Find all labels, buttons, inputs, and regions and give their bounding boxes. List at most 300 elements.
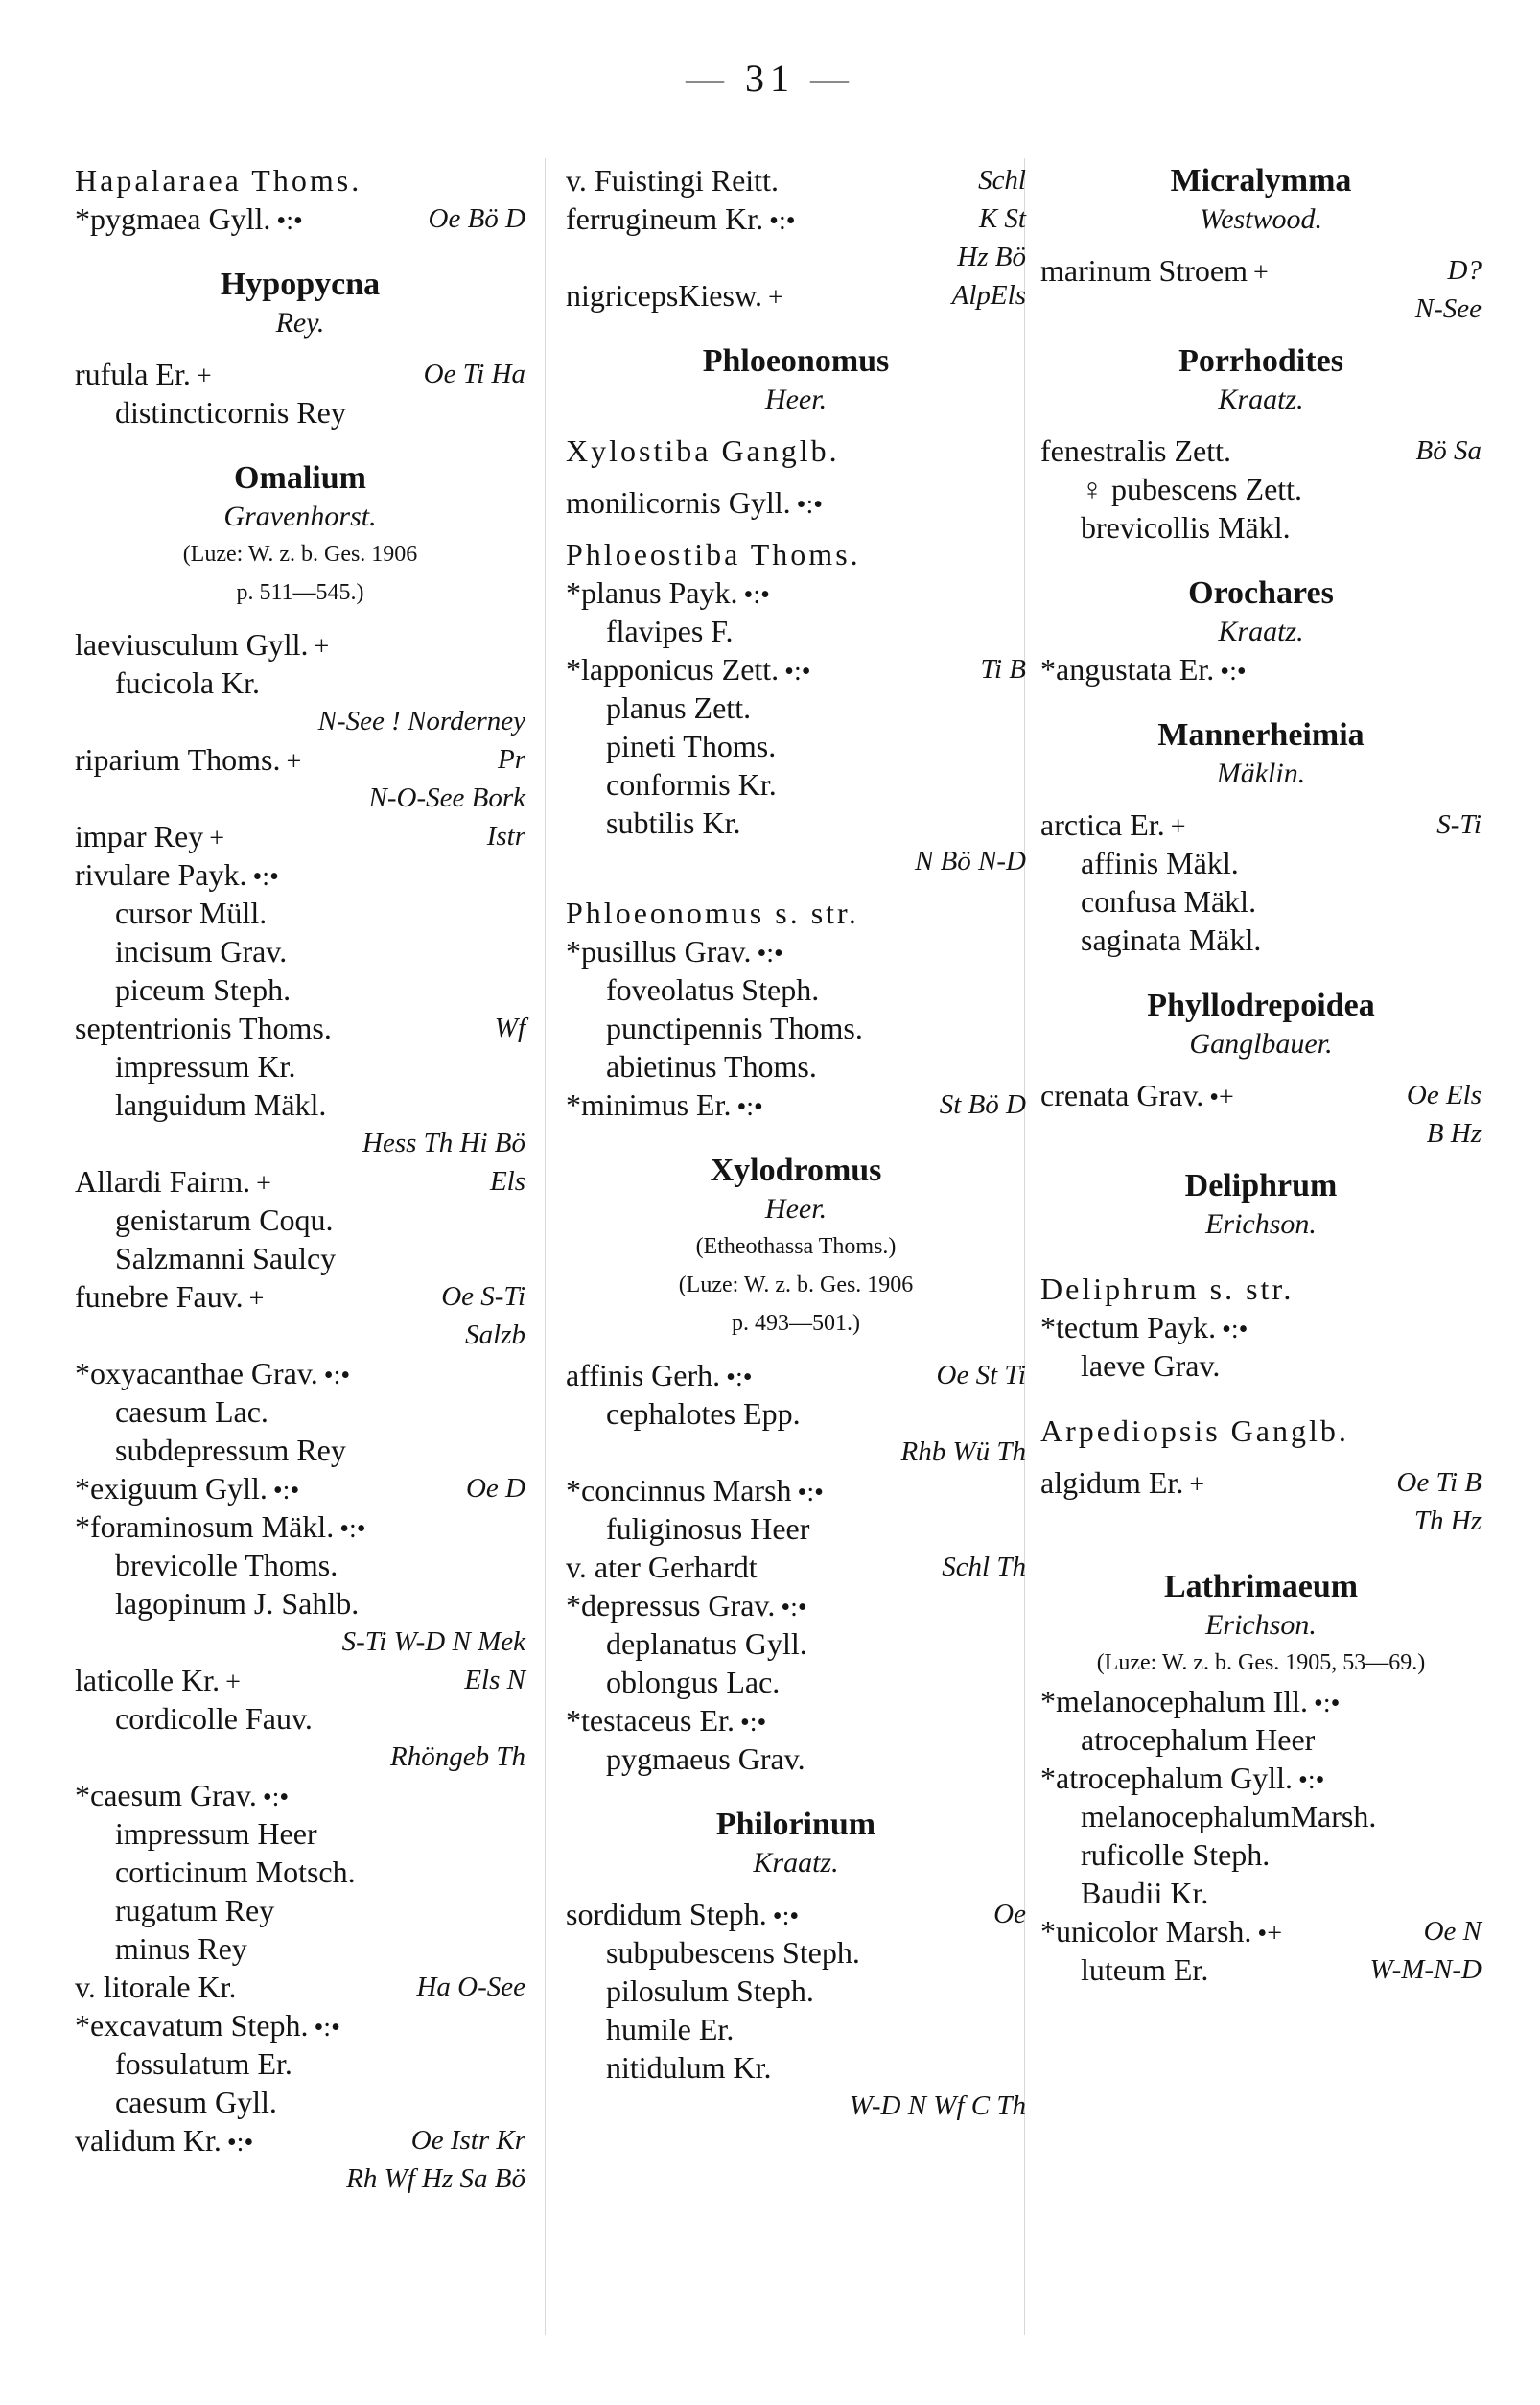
species-entry [1040, 1465, 1482, 1504]
entry-text: Kraatz. [1218, 616, 1304, 647]
entry-text: Micralymma [1170, 163, 1352, 198]
entry-text: languidum Mäkl. [115, 1087, 327, 1122]
synonym-entry [75, 665, 525, 704]
literature-reference [566, 1306, 1026, 1344]
synonym-entry [1040, 1799, 1482, 1837]
entry-text: *minimus Er. [566, 1087, 732, 1122]
synonym-entry [75, 395, 525, 433]
distribution-continuation [75, 1624, 525, 1663]
entry-text: *testaceus Er. [566, 1703, 735, 1738]
genus-author [1040, 1026, 1482, 1064]
species-entry [1040, 253, 1482, 292]
distribution-note: Oe Bö D [428, 203, 525, 234]
synonym-entry [75, 1394, 525, 1433]
species-entry [75, 1011, 525, 1049]
entry-text: minus Rey [115, 1931, 247, 1966]
occurrence-symbol: •:• [757, 939, 783, 969]
column-divider [545, 158, 546, 2335]
distribution-note: Oe D [465, 1473, 525, 1504]
distribution-note: AlpEls [951, 280, 1026, 311]
synonym-entry [75, 1855, 525, 1893]
entry-text: *tectum Payk. [1040, 1310, 1217, 1344]
entry-text: S-Ti W-D N Mek [341, 1626, 525, 1657]
occurrence-symbol: •:• [314, 2013, 340, 2043]
species-entry [75, 357, 525, 395]
synonym-entry [75, 1548, 525, 1586]
genus-heading [566, 1153, 1026, 1191]
synonym-entry [566, 767, 1026, 806]
synonym-entry [1040, 1722, 1482, 1761]
entry-text: caesum Gyll. [115, 2085, 277, 2119]
entry-text: Kraatz. [753, 1847, 839, 1879]
entry-text: impressum Heer [115, 1816, 317, 1851]
entry-text: Baudii Kr. [1081, 1876, 1209, 1910]
entry-text: Mannerheimia [1157, 717, 1365, 753]
occurrence-symbol: •:• [769, 206, 796, 236]
entry-text: Allardi Fairm. [75, 1164, 251, 1199]
distribution-continuation [566, 844, 1026, 882]
synonym-entry [75, 1816, 525, 1855]
species-entry [75, 1164, 525, 1202]
species-entry [566, 1550, 1026, 1588]
entry-text: N-See [1414, 293, 1482, 324]
entry-text: Hapalaraea Thoms. [75, 163, 362, 198]
synonym-entry [75, 934, 525, 972]
entry-text: atrocephalum Heer [1081, 1722, 1316, 1757]
distribution-note: Pr [498, 744, 525, 775]
entry-text: nigricepsKiesw. [566, 278, 762, 313]
genus-author [1040, 201, 1482, 240]
entry-text: subtilis Kr. [606, 806, 741, 840]
synonym-entry [75, 1202, 525, 1241]
entry-text: impressum Kr. [115, 1049, 296, 1084]
genus-heading [566, 343, 1026, 382]
entry-text: Erichson. [1205, 1609, 1317, 1641]
entry-text: *atrocephalum Gyll. [1040, 1761, 1294, 1795]
occurrence-symbol: •:• [1220, 657, 1247, 687]
synonym-entry [566, 2050, 1026, 2089]
subgenus-heading [566, 433, 1026, 472]
genus-heading [1040, 1168, 1482, 1206]
entry-text: planus Zett. [606, 690, 752, 725]
distribution-note: Ti B [980, 654, 1026, 685]
occurrence-symbol: + [209, 824, 224, 853]
species-entry [75, 1509, 525, 1548]
genus-author [75, 499, 525, 537]
entry-text: *excavatum Steph. [75, 2008, 309, 2043]
entry-text: fucicola Kr. [115, 665, 261, 700]
entry-text: laeve Grav. [1081, 1348, 1221, 1383]
entry-text: caesum Lac. [115, 1394, 268, 1429]
species-entry [75, 1471, 525, 1509]
species-entry [75, 742, 525, 781]
entry-text: sordidum Steph. [566, 1897, 767, 1931]
entry-text: crenata Grav. [1040, 1078, 1204, 1112]
distribution-note: St Bö D [939, 1089, 1026, 1120]
species-entry [566, 163, 1026, 201]
distribution-continuation [75, 1126, 525, 1164]
entry-text: incisum Grav. [115, 934, 288, 969]
occurrence-symbol: •:• [1314, 1689, 1341, 1718]
entry-text: algidum Er. [1040, 1465, 1184, 1500]
genus-author [1040, 382, 1482, 420]
entry-text: pilosulum Steph. [606, 1973, 814, 2008]
species-entry [75, 1356, 525, 1394]
species-entry [1040, 1078, 1482, 1116]
entry-text: Phloeonomus s. str. [566, 896, 859, 930]
occurrence-symbol: •:• [339, 1514, 366, 1544]
entry-text: luteum Er. [1081, 1952, 1209, 1987]
entry-text: *concinnus Marsh [566, 1473, 792, 1507]
synonym-entry [75, 1241, 525, 1279]
occurrence-symbol: •:• [1298, 1765, 1325, 1795]
occurrence-symbol: •:• [736, 1092, 763, 1122]
entry-text: ruficolle Steph. [1081, 1837, 1271, 1872]
column-2 [566, 163, 1026, 2127]
occurrence-symbol: + [256, 1169, 271, 1199]
entry-text: marinum Stroem [1040, 253, 1248, 288]
genus-author [566, 1191, 1026, 1229]
entry-text: *exiguum Gyll. [75, 1471, 268, 1506]
entry-text: N-O-See Bork [368, 782, 525, 813]
synonym-entry [75, 1433, 525, 1471]
entry-text: N Bö N-D [915, 846, 1026, 876]
occurrence-symbol: + [1170, 812, 1186, 842]
genus-author [566, 1845, 1026, 1883]
occurrence-symbol: + [286, 747, 302, 777]
synonym-entry [75, 972, 525, 1011]
synonym-entry [566, 690, 1026, 729]
distribution-note: Oe N [1423, 1916, 1482, 1947]
entry-text: Xylodromus [710, 1153, 882, 1188]
entry-text: Salzb [465, 1319, 525, 1350]
species-entry [75, 201, 525, 240]
distribution-note: Els [489, 1166, 525, 1197]
entry-text: subpubescens Steph. [606, 1935, 860, 1970]
synonym-entry [75, 896, 525, 934]
synonym-entry [75, 1087, 525, 1126]
distribution-continuation [75, 1740, 525, 1778]
occurrence-symbol: •+ [1209, 1083, 1234, 1112]
distribution-note: Oe S-Ti [441, 1281, 525, 1312]
genus-heading [1040, 717, 1482, 756]
entry-text: Rey. [275, 307, 325, 339]
subgenus-heading [566, 896, 1026, 934]
occurrence-symbol: •:• [796, 490, 824, 520]
entry-text: Omalium [234, 460, 366, 496]
entry-text: (Etheothassa Thoms.) [695, 1234, 897, 1259]
entry-text: *depressus Grav. [566, 1588, 776, 1623]
synonym-entry [1040, 1348, 1482, 1387]
species-entry [566, 1473, 1026, 1511]
genus-heading [1040, 343, 1482, 382]
synonym-entry [566, 806, 1026, 844]
entry-text: Kraatz. [1218, 384, 1304, 415]
species-entry [1040, 1684, 1482, 1722]
entry-text: Hypopycna [220, 267, 381, 302]
entry-text: cephalotes Epp. [606, 1396, 801, 1431]
entry-text: *pygmaea Gyll. [75, 201, 271, 236]
entry-text: Hz Bö [957, 242, 1026, 272]
genus-heading [1040, 163, 1482, 201]
synonym-entry [1040, 922, 1482, 961]
subgenus-heading [1040, 1272, 1482, 1310]
entry-text: fuliginosus Heer [606, 1511, 810, 1546]
species-entry [75, 627, 525, 665]
species-entry [566, 201, 1026, 240]
literature-reference [566, 1229, 1026, 1268]
entry-text: Heer. [764, 384, 828, 415]
entry-text: rugatum Rey [115, 1893, 275, 1927]
entry-text: Orochares [1188, 575, 1334, 611]
entry-text: *lapponicus Zett. [566, 652, 780, 687]
entry-text: Phloeostiba Thoms. [566, 537, 861, 572]
distribution-note: Oe St Ti [936, 1360, 1026, 1390]
distribution-note: Schl [978, 165, 1026, 196]
genus-heading [1040, 575, 1482, 614]
distribution-continuation [566, 1435, 1026, 1473]
distribution-continuation [75, 1318, 525, 1356]
occurrence-symbol: •:• [272, 1476, 300, 1506]
occurrence-symbol: •:• [726, 1363, 753, 1392]
species-entry [75, 2123, 525, 2161]
species-entry [75, 857, 525, 896]
entry-text: p. 493—501.) [732, 1311, 860, 1336]
entry-text: foveolatus Steph. [606, 972, 820, 1007]
entry-text: Phloeonomus [702, 343, 890, 379]
occurrence-symbol: + [1252, 258, 1269, 288]
genus-author [1040, 1607, 1482, 1646]
occurrence-symbol: •:• [262, 1783, 290, 1812]
entry-text: cordicolle Fauv. [115, 1701, 313, 1736]
entry-text: Porrhodites [1178, 343, 1343, 379]
distribution-continuation [566, 240, 1026, 278]
entry-text: Westwood. [1199, 203, 1323, 235]
entry-text: funebre Fauv. [75, 1279, 244, 1314]
synonym-entry [566, 1665, 1026, 1703]
entry-text: p. 511—545.) [236, 580, 364, 605]
entry-text: ferrugineum Kr. [566, 201, 764, 236]
species-entry [566, 652, 1026, 690]
entry-text: Deliphrum s. str. [1040, 1272, 1295, 1306]
synonym-entry [1040, 1952, 1482, 1991]
entry-text: B Hz [1426, 1118, 1482, 1149]
species-entry [566, 1087, 1026, 1126]
synonym-entry [75, 1049, 525, 1087]
synonym-entry [75, 2046, 525, 2085]
synonym-entry [1040, 1876, 1482, 1914]
entry-text: flavipes F. [606, 614, 734, 648]
entry-text: Rh Wf Hz Sa Bö [346, 2163, 525, 2194]
entry-text: septentrionis Thoms. [75, 1011, 332, 1045]
species-entry [1040, 807, 1482, 846]
entry-text: genistarum Coqu. [115, 1202, 334, 1237]
distribution-note: Bö Sa [1415, 435, 1482, 466]
entry-text: Philorinum [715, 1807, 876, 1842]
synonym-entry [566, 1511, 1026, 1550]
distribution-continuation [75, 781, 525, 819]
entry-text: *foraminosum Mäkl. [75, 1509, 335, 1544]
entry-text: fenestralis Zett. [1040, 433, 1232, 468]
entry-text: rufula Er. [75, 357, 191, 391]
occurrence-symbol: •:• [226, 2128, 254, 2158]
entry-text: brevicolle Thoms. [115, 1548, 338, 1582]
entry-text: N-See ! Norderney [317, 706, 525, 736]
occurrence-symbol: •:• [797, 1478, 824, 1507]
entry-text: Arpediopsis Ganglb. [1040, 1413, 1349, 1448]
entry-text: Hess Th Hi Bö [362, 1128, 525, 1158]
entry-text: conformis Kr. [606, 767, 777, 802]
species-entry [566, 575, 1026, 614]
synonym-entry [566, 1049, 1026, 1087]
entry-text: arctica Er. [1040, 807, 1165, 842]
subgenus-heading [75, 163, 525, 201]
genus-author [1040, 614, 1482, 652]
occurrence-symbol: + [1189, 1470, 1205, 1500]
synonym-entry [75, 1586, 525, 1624]
entry-text: Mäklin. [1216, 758, 1306, 789]
page-number: — 31 — [686, 57, 854, 100]
subgenus-heading [566, 537, 1026, 575]
synonym-entry [566, 2012, 1026, 2050]
entry-text: validum Kr. [75, 2123, 222, 2158]
species-entry [1040, 1761, 1482, 1799]
entry-text: W-D N Wf C Th [849, 2090, 1026, 2121]
synonym-entry [566, 1011, 1026, 1049]
synonym-entry [566, 1935, 1026, 1973]
distribution-continuation [1040, 1504, 1482, 1542]
occurrence-symbol: •:• [739, 1708, 767, 1738]
synonym-entry [1040, 472, 1482, 510]
entry-text: monilicornis Gyll. [566, 485, 791, 520]
literature-reference [566, 1268, 1026, 1306]
entry-text: piceum Steph. [115, 972, 292, 1007]
species-entry [75, 1778, 525, 1816]
distribution-note: W-M-N-D [1369, 1954, 1482, 1985]
entry-text: lagopinum J. Sahlb. [115, 1586, 360, 1621]
species-entry [1040, 1310, 1482, 1348]
distribution-note: D? [1447, 255, 1482, 286]
synonym-entry [566, 729, 1026, 767]
entry-text: *planus Payk. [566, 575, 738, 610]
synonym-entry [1040, 510, 1482, 549]
entry-text: cursor Müll. [115, 896, 268, 930]
synonym-entry [75, 1893, 525, 1931]
occurrence-symbol: •:• [772, 1902, 800, 1931]
distribution-note: Oe Ti B [1396, 1467, 1482, 1498]
genus-author [1040, 1206, 1482, 1245]
synonym-entry [566, 614, 1026, 652]
distribution-continuation [75, 2161, 525, 2200]
entry-text: Salzmanni Saulcy [115, 1241, 337, 1275]
entry-text: laeviusculum Gyll. [75, 627, 309, 662]
column-3 [1040, 163, 1482, 1991]
species-entry [566, 278, 1026, 316]
entry-text: Th Hz [1413, 1506, 1482, 1536]
species-entry [566, 1358, 1026, 1396]
entry-text: Erichson. [1205, 1208, 1317, 1240]
literature-reference [75, 575, 525, 614]
occurrence-symbol: + [248, 1284, 265, 1314]
species-entry [566, 934, 1026, 972]
species-entry [75, 1970, 525, 2008]
distribution-note: Oe Els [1406, 1080, 1482, 1110]
synonym-entry [75, 2085, 525, 2123]
occurrence-symbol: •:• [743, 580, 770, 610]
entry-text: v. ater Gerhardt [566, 1550, 758, 1584]
species-entry [75, 819, 525, 857]
distribution-continuation [75, 704, 525, 742]
distribution-note: Ha O-See [416, 1972, 525, 2002]
entry-text: rivulare Payk. [75, 857, 247, 892]
genus-heading [1040, 988, 1482, 1026]
entry-text: (Luze: W. z. b. Ges. 1906 [182, 542, 418, 567]
entry-text: Heer. [764, 1193, 828, 1225]
entry-text: pineti Thoms. [606, 729, 777, 763]
entry-text: abietinus Thoms. [606, 1049, 817, 1084]
entry-text: (Luze: W. z. b. Ges. 1905, 53—69.) [1096, 1650, 1426, 1675]
genus-heading [1040, 1569, 1482, 1607]
genus-author [75, 305, 525, 343]
entry-text: subdepressum Rey [115, 1433, 346, 1467]
entry-text: affinis Mäkl. [1081, 846, 1239, 880]
occurrence-symbol: + [314, 632, 330, 662]
genus-author [566, 382, 1026, 420]
species-entry [1040, 652, 1482, 690]
column-1 [75, 163, 525, 2200]
entry-text: oblongus Lac. [606, 1665, 781, 1699]
literature-reference [1040, 1646, 1482, 1684]
entry-text: *caesum Grav. [75, 1778, 257, 1812]
entry-text: v. Fuistingi Reitt. [566, 163, 779, 198]
entry-text: distincticornis Rey [115, 395, 346, 430]
species-entry [566, 1897, 1026, 1935]
entry-text: *oxyacanthae Grav. [75, 1356, 318, 1390]
occurrence-symbol: + [767, 283, 783, 313]
species-entry [566, 485, 1026, 524]
entry-text: fossulatum Er. [115, 2046, 292, 2081]
occurrence-symbol: •:• [781, 1593, 807, 1623]
entry-text: saginata Mäkl. [1081, 922, 1262, 957]
occurrence-symbol: + [196, 362, 212, 391]
occurrence-symbol: •+ [1257, 1919, 1282, 1949]
occurrence-symbol: •:• [1222, 1315, 1248, 1344]
entry-text: confusa Mäkl. [1081, 884, 1257, 919]
occurrence-symbol: •:• [784, 657, 811, 687]
distribution-note: Schl Th [942, 1552, 1026, 1582]
subgenus-heading [1040, 1413, 1482, 1452]
synonym-entry [566, 972, 1026, 1011]
species-entry [566, 1588, 1026, 1626]
entry-text: Phyllodrepoidea [1147, 988, 1375, 1023]
synonym-entry [75, 1931, 525, 1970]
distribution-continuation [1040, 292, 1482, 330]
entry-text: laticolle Kr. [75, 1663, 221, 1697]
entry-text: affinis Gerh. [566, 1358, 721, 1392]
entry-text: brevicollis Mäkl. [1081, 510, 1291, 545]
species-entry [75, 1663, 525, 1701]
entry-text: deplanatus Gyll. [606, 1626, 807, 1661]
entry-text: v. litorale Kr. [75, 1970, 237, 2004]
occurrence-symbol: •:• [252, 862, 279, 892]
genus-heading [75, 267, 525, 305]
synonym-entry [566, 1396, 1026, 1435]
genus-heading [75, 460, 525, 499]
distribution-continuation [566, 2089, 1026, 2127]
entry-text: riparium Thoms. [75, 742, 281, 777]
entry-text: punctipennis Thoms. [606, 1011, 863, 1045]
species-entry [75, 1279, 525, 1318]
